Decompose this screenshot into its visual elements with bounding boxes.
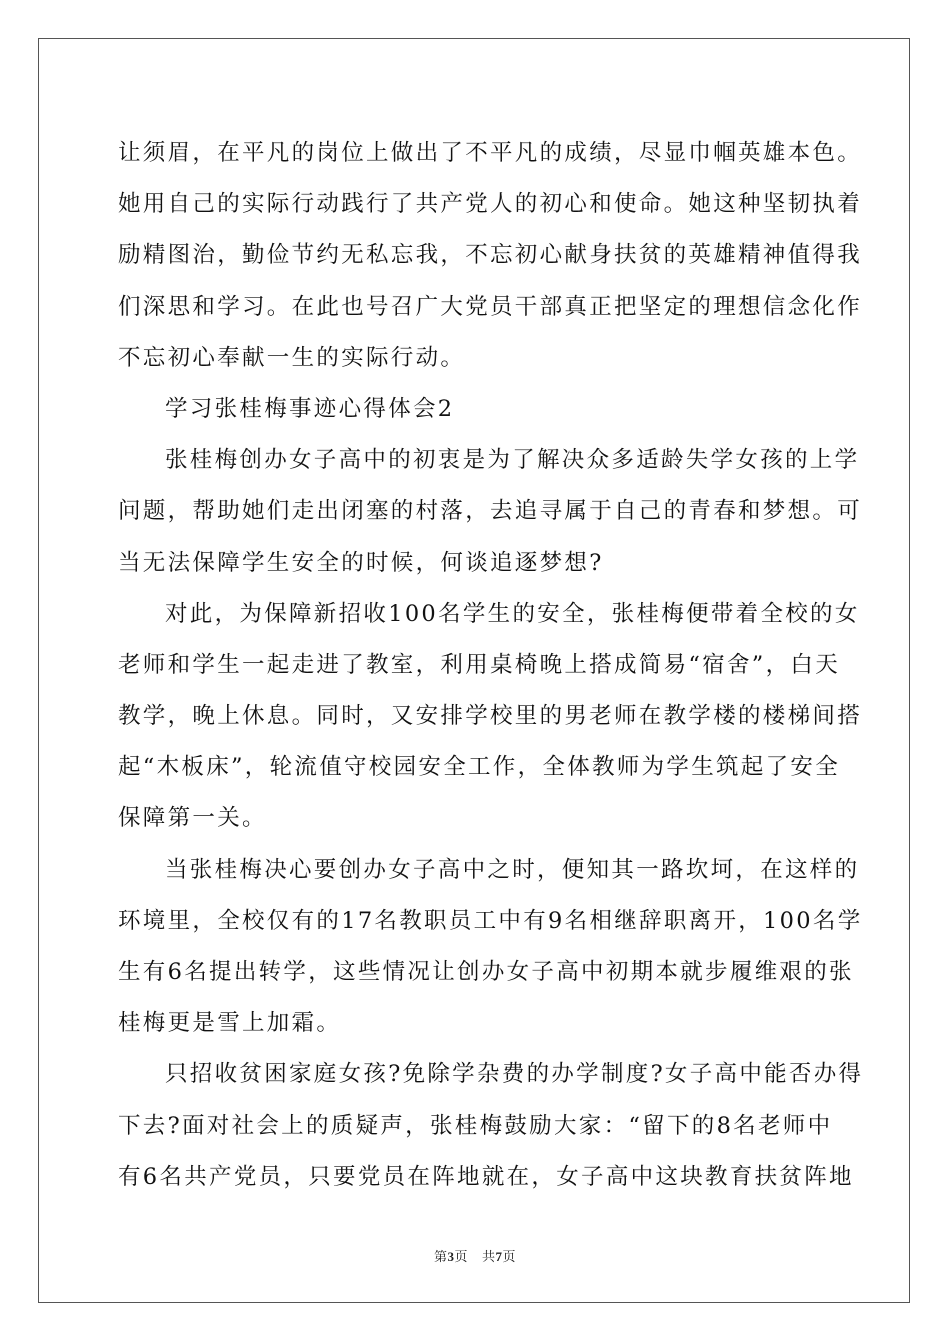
text-line: 教学，晚上休息。同时，又安排学校里的男老师在教学楼的楼梯间搭: [118, 703, 863, 730]
total-page-number: 7: [495, 1249, 503, 1264]
current-page-number: 3: [447, 1249, 455, 1264]
text-line: 她用自己的实际行动践行了共产党人的初心和使命。她这种坚韧执着: [118, 191, 863, 218]
page-prefix: 第: [434, 1250, 448, 1265]
total-prefix: 共: [481, 1250, 496, 1265]
text-line: 当张桂梅决心要创办女子高中之时，便知其一路坎坷，在这样的: [165, 856, 860, 883]
text-line: 只招收贫困家庭女孩?免除学杂费的办学制度?女子高中能否办得: [165, 1061, 864, 1088]
page-unit: 页: [454, 1250, 469, 1265]
text-line: 励精图治，勤俭节约无私忘我，不忘初心献身扶贫的英雄精神值得我: [118, 242, 863, 269]
text-line: 环境里，全校仅有的17名教职员工中有9名相继辞职离开，100名学: [118, 907, 863, 934]
text-line: 当无法保障学生安全的时候，何谈追逐梦想?: [118, 549, 604, 576]
page-footer: [0, 1246, 950, 1265]
text-line: 下去?面对社会上的质疑声，张桂梅鼓励大家：“留下的8名老师中: [118, 1112, 833, 1139]
text-line: 起“木板床”，轮流值守校园安全工作，全体教师为学生筑起了安全: [118, 754, 841, 781]
total-unit: 页: [502, 1250, 516, 1265]
text-line: 有6名共产党员，只要党员在阵地就在，女子高中这块教育扶贫阵地: [118, 1163, 854, 1190]
text-line: 对此，为保障新招收100名学生的安全，张桂梅便带着全校的女: [165, 600, 860, 627]
text-line: 学习张桂梅事迹心得体会2: [165, 395, 455, 422]
text-line: 不忘初心奉献一生的实际行动。: [118, 344, 466, 371]
text-line: 让须眉，在平凡的岗位上做出了不平凡的成绩，尽显巾帼英雄本色。: [118, 140, 863, 166]
text-line: 桂梅更是雪上加霜。: [118, 1010, 342, 1037]
text-line: 张桂梅创办女子高中的初衷是为了解决众多适龄失学女孩的上学: [165, 447, 860, 474]
text-line: 生有6名提出转学，这些情况让创办女子高中初期本就步履维艰的张: [118, 959, 854, 985]
text-line: 问题，帮助她们走出闭塞的村落，去追寻属于自己的青春和梦想。可: [118, 498, 863, 525]
text-line: 老师和学生一起走进了教室，利用桌椅晚上搭成简易“宿舍”，白天: [118, 651, 841, 678]
document-body: [118, 128, 864, 1203]
text-line: 保障第一关。: [118, 805, 267, 832]
text-line: 们深思和学习。在此也号召广大党员干部真正把坚定的理想信念化作: [118, 293, 863, 320]
